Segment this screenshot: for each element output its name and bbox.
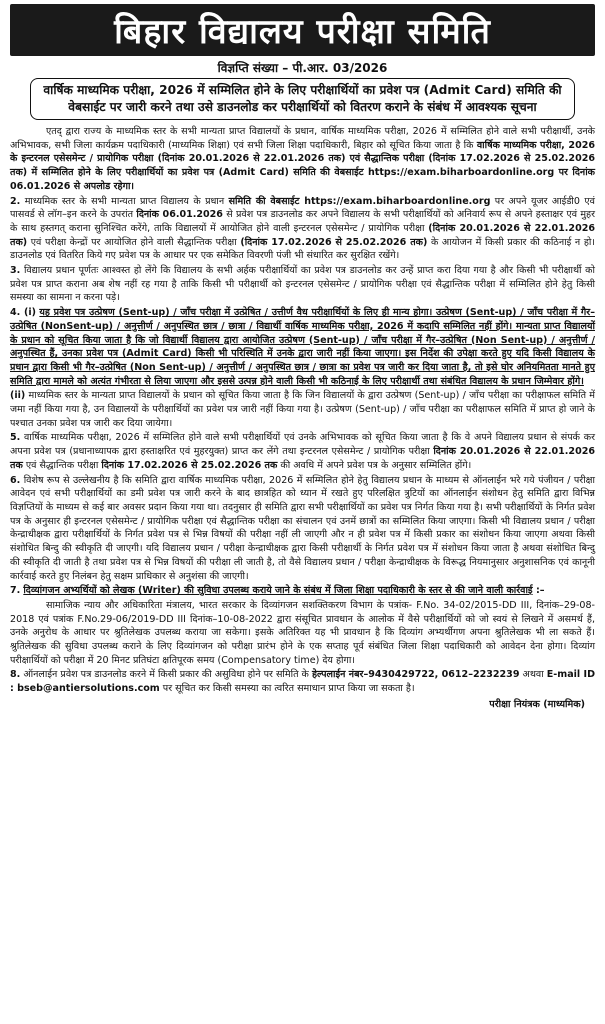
paragraph-text: विद्यालय प्रधान पूर्णतः आश्वस्त हो लेंगे कि विद्यालय के सभी अर्हक परीक्षार्थियों का प्रवेश पत्र डाउनलोड कर उन्हें प्राप्त करा दिया गया है और किसी भी परीक्षार्थी को प्रवेश पत्र प्राप्त कराना अब शेष नहीं रह गया है ताकि किसी भी परीक्षार्थी को इन्टरनल एसेसमेन्ट / प्रायोगिक परीक्षा एवं सैद्धान्तिक परीक्षा में सम्मिलित होने हेतु किसी समस्या का सामना न करना पड़े।: [10, 265, 595, 304]
paragraph-text: माध्यमिक स्तर के सभी मान्यता प्राप्त विद्यालय के प्रधान: [24, 195, 229, 207]
paragraph-7-body: [10, 599, 595, 668]
paragraph-number: 3.: [10, 265, 21, 277]
subject-text: वार्षिक माध्यमिक परीक्षा, 2026 में सम्मिलित होने के लिए परीक्षार्थियों का प्रवेश पत्र (Admit Card) समिति की वेबसाईट पर जारी करने तथा उसे डाउनलोड कर परीक्षार्थियों को वितरण कराने के संबंध में आवश्यक सूचना: [43, 83, 562, 114]
heading-colon: :–: [532, 585, 545, 597]
paragraph-5: [10, 431, 595, 472]
intro-bold-text: वार्षिक माध्यमिक परीक्षा, 2026 के इन्टरनल एसेसमेन्ट / प्रायोगिक परीक्षा (दिनांक 20.01.2026 से 22.01.2026 तक) एवं सैद्धान्तिक परीक्षा (दिनांक 17.02.2026 से 25.02.2026 तक) में सम्मिलित होने के लिए परीक्षार्थियों का प्रवेश पत्र (Admit Card) समिति की वेबसाईट https://exam.biharboardonline.org पर दिनांक 06.01.2026 से अपलोड रहेगा।: [10, 139, 595, 192]
paragraph-8: [10, 668, 595, 695]
paragraph-text: माध्यमिक स्तर के मान्यता प्राप्त विद्यालयों के प्रधान को सूचित किया जाता है कि जिन विद्यालयों के द्वारा उत्प्रेषण (Sent-up) / जाँच परीक्षा का परीक्षाफल समिति में जमा नहीं किया गया है, उन विद्यालयों के परीक्षार्थियों का प्रवेश पत्र जारी नहीं किया गया है। उत्प्रेषण (Sent-up) / जाँच परीक्षा का परीक्षाफल समिति में प्राप्त हो जाने के पश्चात उनका प्रवेश पत्र जारी कर दिया जायेगा।: [10, 390, 595, 429]
date-text: (दिनांक 17.02.2026 से 25.02.2026 तक): [240, 236, 428, 248]
paragraph-4-i: [10, 306, 595, 388]
paragraph-7-heading: [10, 584, 595, 598]
notice-number: विज्ञप्ति संख्या – पी.आर. 03/2026: [217, 61, 388, 75]
date-text: दिनांक 06.01.2026: [136, 209, 223, 221]
paragraph-text: एवं सैद्धान्तिक परीक्षा: [22, 459, 102, 471]
paragraph-number: 4. (i): [10, 307, 36, 319]
subject-box: [30, 78, 575, 120]
paragraph-text: यह प्रवेश पत्र उत्प्रेषण (Sent-up) / जाँच परीक्षा में उत्प्रेषित / उत्तीर्ण वैध परीक्षार्थियों के लिए ही मान्य होगा। उत्प्रेषण (Sent-up) / जाँच परीक्षा में गैर–उत्प्रेषित (NonSent-up) / अनुत्तीर्ण / अनुपस्थित छात्र / छात्रा / विद्यार्थी वार्षिक माध्यमिक परीक्षा, 2026 में कदापि सम्मिलित नहीं होंगे। मान्यता प्राप्त विद्यालयों के प्रधान को सूचित किया जाता है कि जो विद्यार्थी विद्यालय द्वारा आयोजित उत्प्रेषण (Sent-up) / जाँच परीक्षा में गैर–उत्प्रेषित (Non Sent-up) / अनुत्तीर्ण / अनुपस्थित हैं, उनका प्रवेश पत्र (Admit Card) किसी भी परिस्थिति में उनके द्वारा जारी नहीं किया जाएगा। इस निर्देश की उपेक्षा करते हुए यदि किसी विद्यालय के प्रधान द्वारा किसी भी गैर–उत्प्रेषित (Non Sent-up) / अनुत्तीर्ण / अनुपस्थित छात्र / छात्रा का प्रवेश पत्र जारी कर दिया जाता है, तो इसे घोर अनियमितता मानते हुए समिति द्वारा मामले को अत्यंत गंभीरता से लिया जाएगा और इससे उत्पन्न होने वाली किसी भी कठिनाई के लिए परीक्षार्थी तथा संबंधित विद्यालय के प्रधान जिम्मेवार होंगे।: [10, 307, 595, 387]
paragraph-text: वार्षिक माध्यमिक परीक्षा, 2026 में सम्मिलित होने वाले सभी परीक्षार्थियों एवं उनके अभिभावक को सूचित किया जाता है कि वे अपने विद्यालय प्रधान से संपर्क कर अपना प्रवेश पत्र (प्रधानाध्यापक द्वारा हस्ताक्षरित एवं मुहरयुक्त) प्राप्त कर लेंगे तथा इन्टरनल एसेसमेन्ट / प्रायोगिक परीक्षा: [10, 432, 595, 458]
paragraph-text: अथवा: [519, 669, 547, 681]
notice-body: [10, 125, 595, 696]
paragraph-text: सामाजिक न्याय और अधिकारिता मंत्रालय, भारत सरकार के दिव्यांगजन सशक्तिकरण विभाग के पत्रांक- F.No. 34-02/2015-DD III, दिनांक–29-08-2018 एवं पत्रांक F.No.29-06/2019-DD III दिनांक–10-08-2022 द्वारा संसूचित प्रावधान के आलोक में वैसे परीक्षार्थियों को जो स्वयं से लिखने में असमर्थ हैं, उनके अनुरोध के आधार पर श्रुतिलेखक उपलब्ध कराया जा सकेगा। इसके अतिरिक्त यह भी प्रावधान है कि दिव्यांग अभ्यर्थीगण अपना श्रुतिलेखक भी ला सकते हैं। श्रुतिलेखक की सुविधा उपलब्ध कराने के लिए दिव्यांगजन को परीक्षा प्रारंभ होने के एक सप्ताह पूर्व संबंधित जिला शिक्षा पदाधिकारी को आवेदन देना होगा। दिव्यांग परीक्षार्थियों को परीक्षा में 20 मिनट प्रतिघंटा क्षतिपूरक समय (Compensatory time) देय होगा।: [10, 599, 595, 666]
paragraph-text: पर अपने यूजर आईडी0 एवं पासवर्ड से लॉग–इन करने के उपरांत: [10, 195, 595, 221]
paragraph-number: 6.: [10, 474, 21, 486]
paragraph-number: 7.: [10, 585, 21, 597]
paragraph-text: विशेष रूप से उल्लेखनीय है कि समिति द्वारा वार्षिक माध्यमिक परीक्षा, 2026 में सम्मिलित होने हेतु विद्यालय प्रधान के माध्यम से ऑनलाईन भरे गये पंजीयन / परीक्षा आवेदन एवं सभी परीक्षार्थियों का डमी प्रवेश पत्र जारी करने के बाद छात्रहित को ध्यान में रखते हुए परिलक्षित त्रुटियों का ऑनलाईन संशोधन हेतु समिति द्वारा विभिन्न विज्ञप्तियों के माध्यम से कई बार अवसर प्रदान किया गया था। तदनुसार ही समिति द्वारा सभी परीक्षार्थियों का प्रवेश पत्र निर्गत किया गया है। सभी परीक्षार्थियों के निर्गत प्रवेश पत्र के अनुसार ही इन्टरनल एसेसमेन्ट / प्रायोगिक परीक्षा एवं सैद्धान्तिक परीक्षा का संचालन एवं उनमें छात्रों का सम्मिलित किया जाएगा। किसी भी विद्यालय प्रधान / परीक्षा केन्द्राधीक्षक द्वारा परीक्षार्थियों के निर्गत प्रवेश पत्र से भिन्न विषयों की परीक्षा नहीं ली जाएगी और न ही प्रवेश पत्र में किसी प्रकार का संशोधन किया जाएगा अथवा किसी संशोधित बिन्दु की स्वीकृति दी जाएगी। यदि विद्यालय प्रधान / परीक्षा केन्द्राधीक्षक द्वारा किसी परीक्षार्थी के निर्गत प्रवेश पत्र में संशोधन किया जाता है अथवा संशोधित बिन्दु की स्वीकृति दी जाती है तथा प्रवेश पत्र से भिन्न विषयों की परीक्षा ली जाती है, तो वैसे विद्यालय प्रधान / परीक्षा केन्द्राधीक्षक के विरूद्ध नियमानुसार अनुशासनिक एवं कानूनी कार्रवाई करते हुए निलंबन हेतु सक्षम प्राधिकार से अनुशंसा की जाएगी।: [10, 474, 595, 582]
intro-text: एतद् द्वारा राज्य के माध्यमिक स्तर के सभी मान्यता प्राप्त विद्यालयों के प्रधान, वार्षिक माध्यमिक परीक्षा, 2026 में सम्मिलित होने वाले सभी परीक्षार्थी, उनके अभिभावक, सभी जिला कार्यक्रम पदाधिकारी (माध्यमिक शिक्षा) एवं सभी जिला शिक्षा पदाधिकारी, बिहार को सूचित किया जाता है कि: [10, 126, 595, 151]
website-link-text: समिति की वेबसाईट https://exam.biharboardonline.org: [228, 195, 491, 207]
masthead-banner: [10, 4, 595, 56]
date-text: (दिनांक 20.01.2026 से 22.01.2026 तक): [10, 222, 595, 248]
paragraph-number: (ii): [10, 390, 26, 402]
paragraph-text: एवं परीक्षा केन्द्रों पर आयोजित होने वाली सैद्धान्तिक परीक्षा: [27, 236, 241, 248]
paragraph-4-ii: [10, 389, 595, 430]
paragraph-text: से प्रवेश पत्र डाउनलोड कर अपने विद्यालय के सभी परीक्षार्थियों को अनिवार्य रूप से अपने हस्ताक्षर एवं मुहर के साथ हस्तगत् कराना सुनिश्चित करेंगे, ताकि विद्यालयों में आयोजित होने वाली इन्टरनल एसेसमेन्ट / प्रायोगिक परीक्षा: [10, 209, 596, 234]
paragraph-6: [10, 474, 595, 584]
paragraph-3: [10, 264, 595, 305]
date-text: दिनांक 17.02.2026 से 25.02.2026 तक: [101, 459, 278, 471]
helpline-number: हेल्पलाईन नंबर–9430429722, 0612–2232239: [311, 669, 520, 681]
paragraph-text: ऑनलाईन प्रवेश पत्र डाउनलोड करने में किसी प्रकार की असुविधा होने पर समिति के: [23, 669, 312, 681]
email-id: E-mail ID : bseb@antiersolutions.com: [10, 669, 595, 695]
paragraph-text: की अवधि में अपने प्रवेश पत्र के अनुसार सम्मिलित होंगे।: [277, 459, 472, 471]
paragraph-number: 2.: [10, 195, 21, 207]
paragraph-number: 8.: [10, 669, 21, 681]
notice-page: [0, 4, 605, 1024]
date-text: दिनांक 20.01.2026 से 22.01.2026 तक: [10, 446, 595, 471]
board-title: बिहार विद्यालय परीक्षा समिति: [114, 12, 491, 52]
paragraph-text: पर सूचित कर किसी समस्या का त्वरित समाधान प्राप्त किया जा सकता है।: [159, 683, 415, 695]
intro-paragraph: [10, 125, 595, 194]
signature-line: परीक्षा नियंत्रक (माध्यमिक): [489, 698, 585, 710]
paragraph-text: के आयोजन में किसी प्रकार की कठिनाई न हो। डाउनलोड एवं वितरित किये गए प्रवेश पत्र के आधार पर एक समेकित विवरणी पंजी भी संधारित कर सुरक्षित रखेंगे।: [10, 236, 595, 262]
paragraph-2: [10, 195, 595, 264]
section-heading: दिव्यांगजन अभ्यर्थियों को लेखक (Writer) की सुविधा उपलब्ध कराये जाने के संबंध में जिला शिक्षा पदाधिकारी के स्तर से की जाने वाली कार्रवाई: [23, 585, 533, 597]
paragraph-number: 5.: [10, 432, 21, 444]
